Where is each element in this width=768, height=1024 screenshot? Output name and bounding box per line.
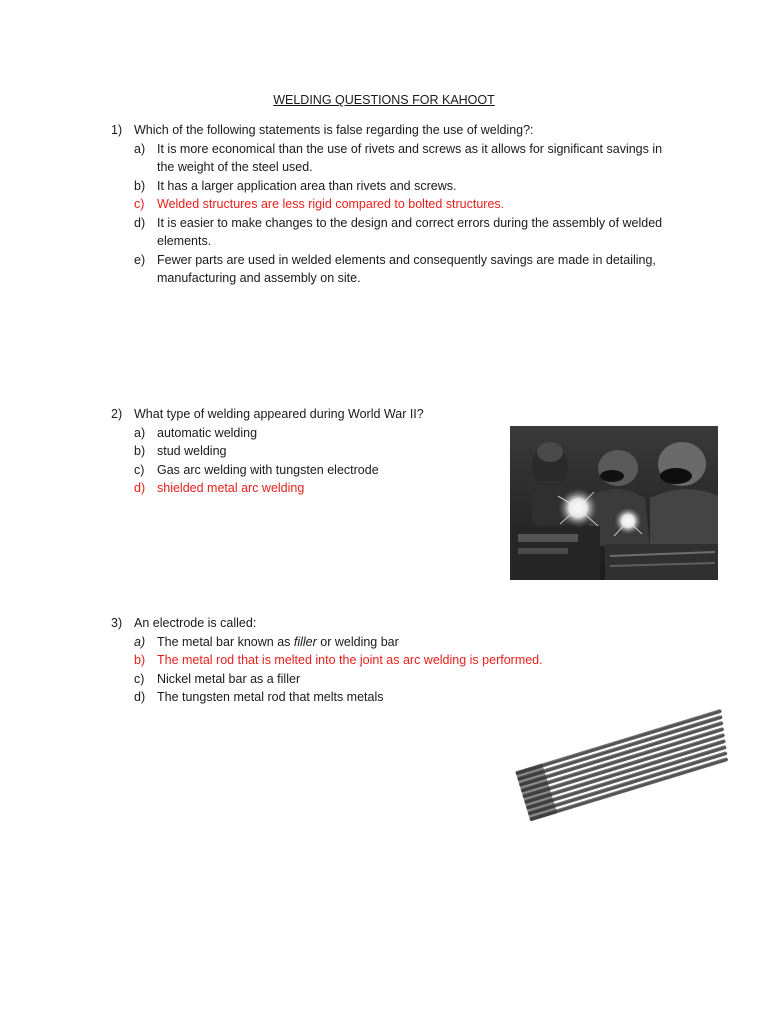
option-1d: [111, 214, 671, 251]
option-letter: d): [134, 690, 146, 704]
option-letter: b): [134, 178, 146, 193]
electrode-rods-photo: [505, 670, 737, 840]
option-letter: c): [134, 671, 145, 686]
option-2a: [111, 424, 491, 443]
option-letter: d): [134, 481, 146, 495]
option-text: The metal rod that is melted into the joint as arc welding is performed.: [157, 653, 543, 667]
option-letter: b): [134, 444, 146, 458]
question-2: [111, 405, 491, 498]
welders-photo: [510, 426, 718, 580]
option-2b: [111, 442, 491, 461]
page-title: WELDING QUESTIONS FOR KAHOOT: [273, 93, 495, 107]
option-letter: e): [134, 252, 146, 267]
question-number: 2): [111, 407, 123, 421]
option-text: Welded structures are less rigid compared to bolted structures.: [157, 197, 505, 211]
question-3-stem: [111, 614, 581, 633]
option-1b: [111, 177, 671, 196]
option-text: automatic welding: [157, 425, 258, 440]
option-letter: c): [134, 197, 145, 211]
question-2-stem: [111, 405, 491, 424]
question-number: 1): [111, 123, 123, 137]
question-number: 3): [111, 616, 123, 630]
option-text: It is easier to make changes to the design and correct errors during the assembly of welded elements.: [157, 215, 663, 248]
option-1e: [111, 251, 671, 288]
option-text: Fewer parts are used in welded elements and consequently savings are made in detailing, manufacturing and assembly on site.: [157, 252, 656, 285]
option-text: stud welding: [157, 444, 227, 458]
option-1c-correct: [111, 195, 671, 214]
option-text-pre: The metal bar known as: [157, 634, 294, 649]
option-3b-correct: [111, 651, 581, 670]
question-text: Which of the following statements is false regarding the use of welding?:: [134, 123, 534, 137]
option-text-post: or welding bar: [316, 634, 399, 649]
option-letter: c): [134, 462, 145, 477]
option-text: The tungsten metal rod that melts metals: [157, 690, 384, 704]
option-text: It has a larger application area than rivets and screws.: [157, 178, 457, 193]
question-text: An electrode is called:: [134, 616, 257, 630]
option-text: Gas arc welding with tungsten electrode: [157, 462, 379, 477]
question-text: What type of welding appeared during World War II?: [134, 407, 424, 421]
option-text: Nickel metal bar as a filler: [157, 671, 301, 686]
option-text: shielded metal arc welding: [157, 481, 305, 495]
option-letter: d): [134, 215, 146, 230]
option-text: It is more economical than the use of rivets and screws as it allows for significant savings in the weight of the steel used.: [157, 141, 663, 174]
option-text-emphasis: filler: [293, 634, 317, 649]
question-1-options: [111, 140, 671, 288]
option-letter: a): [134, 425, 146, 440]
option-letter: a): [134, 634, 146, 649]
option-1a: [111, 140, 671, 177]
question-2-options: [111, 424, 491, 498]
option-letter: b): [134, 653, 146, 667]
option-2c: [111, 461, 491, 480]
option-3a: [111, 633, 581, 652]
option-2d-correct: [111, 479, 491, 498]
question-1-stem: [111, 121, 671, 140]
question-1: [111, 121, 671, 288]
option-letter: a): [134, 141, 146, 156]
